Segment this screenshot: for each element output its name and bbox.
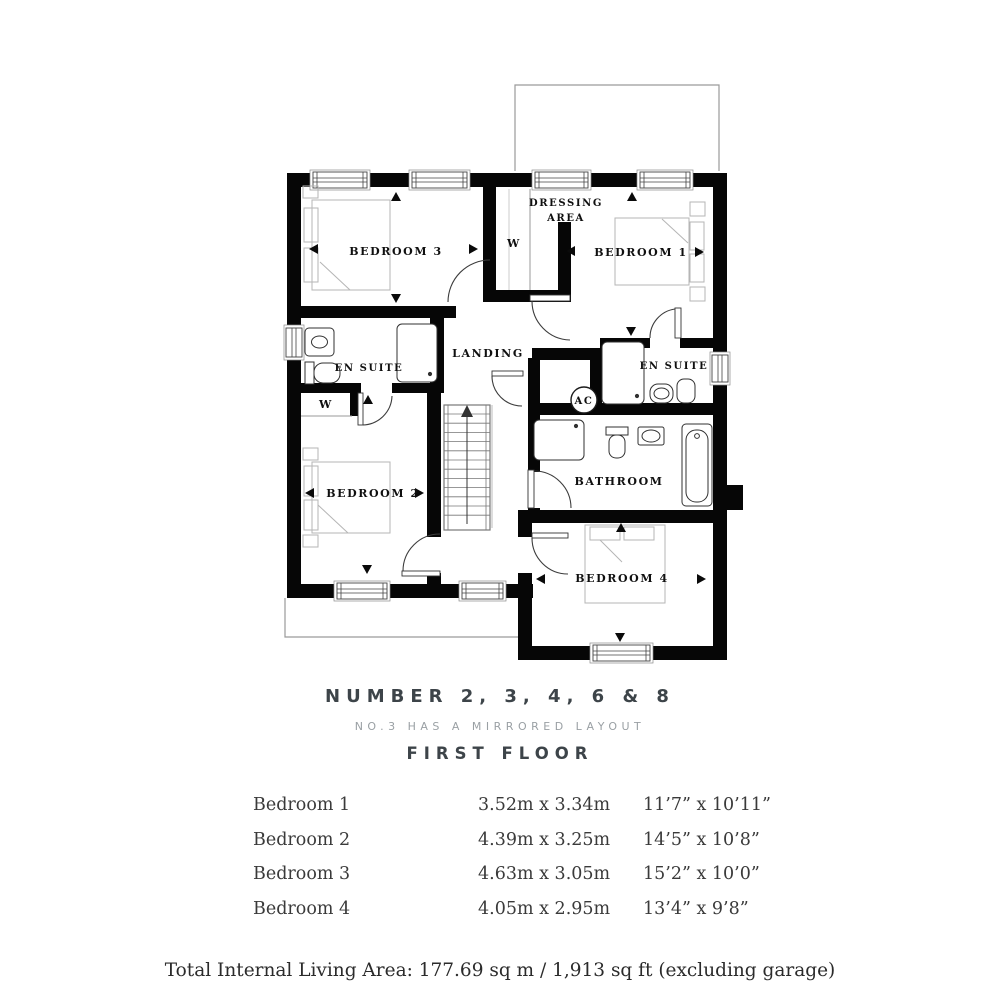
toilet-tank-bathroom bbox=[606, 427, 628, 435]
plot-numbers-title: NUMBER 2, 3, 4, 6 & 8 bbox=[325, 686, 675, 707]
room-label-dressing-area-2: AREA bbox=[547, 213, 585, 224]
toilet-bathroom bbox=[609, 435, 625, 458]
window bbox=[310, 170, 370, 190]
room-size-metric: 3.52m x 3.34m bbox=[478, 795, 611, 816]
room-size-imperial: 15’2” x 10’0” bbox=[643, 864, 760, 885]
window bbox=[710, 352, 730, 385]
airing-cupboard-label: AC bbox=[574, 396, 594, 407]
wardrobe-label-dressing: W bbox=[507, 237, 521, 250]
wardrobe-label-bedroom2: W bbox=[319, 398, 333, 411]
room-size-metric: 4.63m x 3.05m bbox=[478, 864, 611, 885]
table-row bbox=[253, 857, 771, 892]
room-name: Bedroom 1 bbox=[253, 795, 351, 816]
table-row bbox=[253, 788, 771, 823]
room-label-bedroom-2: BEDROOM 2 bbox=[326, 487, 420, 500]
floor-title: FIRST FLOOR bbox=[406, 744, 594, 763]
room-dimensions-table bbox=[253, 788, 771, 926]
window bbox=[637, 170, 693, 190]
table-row bbox=[253, 892, 771, 927]
room-name: Bedroom 2 bbox=[253, 829, 351, 850]
room-size-imperial: 11’7” x 10’11” bbox=[643, 795, 771, 816]
room-label-bedroom-4: BEDROOM 4 bbox=[575, 572, 669, 585]
window bbox=[334, 581, 390, 601]
room-size-imperial: 14’5” x 10’8” bbox=[643, 829, 760, 850]
room-name: Bedroom 4 bbox=[253, 898, 351, 919]
window bbox=[409, 170, 470, 190]
room-size-imperial: 13’4” x 9’8” bbox=[643, 898, 749, 919]
window bbox=[590, 643, 653, 663]
mirrored-layout-note: NO.3 HAS A MIRRORED LAYOUT bbox=[354, 720, 646, 733]
room-label-bedroom-1: BEDROOM 1 bbox=[594, 246, 688, 259]
room-label-bedroom-3: BEDROOM 3 bbox=[349, 245, 443, 258]
total-living-area: Total Internal Living Area: 177.69 sq m / 1,913 sq ft (excluding garage) bbox=[164, 960, 836, 981]
toilet-tank-ensuite-left bbox=[305, 362, 314, 384]
window bbox=[459, 581, 506, 601]
toilet-ensuite-right bbox=[677, 379, 695, 403]
room-label-bathroom: BATHROOM bbox=[574, 475, 664, 488]
room-label-ensuite-right: EN SUITE bbox=[639, 361, 709, 372]
room-size-metric: 4.05m x 2.95m bbox=[478, 898, 611, 919]
window bbox=[532, 170, 591, 190]
room-label-ensuite-left: EN SUITE bbox=[334, 363, 404, 374]
window bbox=[284, 325, 304, 360]
room-size-metric: 4.39m x 3.25m bbox=[478, 829, 611, 850]
table-row bbox=[253, 823, 771, 858]
room-name: Bedroom 3 bbox=[253, 864, 351, 885]
room-label-landing: LANDING bbox=[452, 347, 524, 360]
room-label-dressing-area-1: DRESSING bbox=[529, 198, 603, 209]
